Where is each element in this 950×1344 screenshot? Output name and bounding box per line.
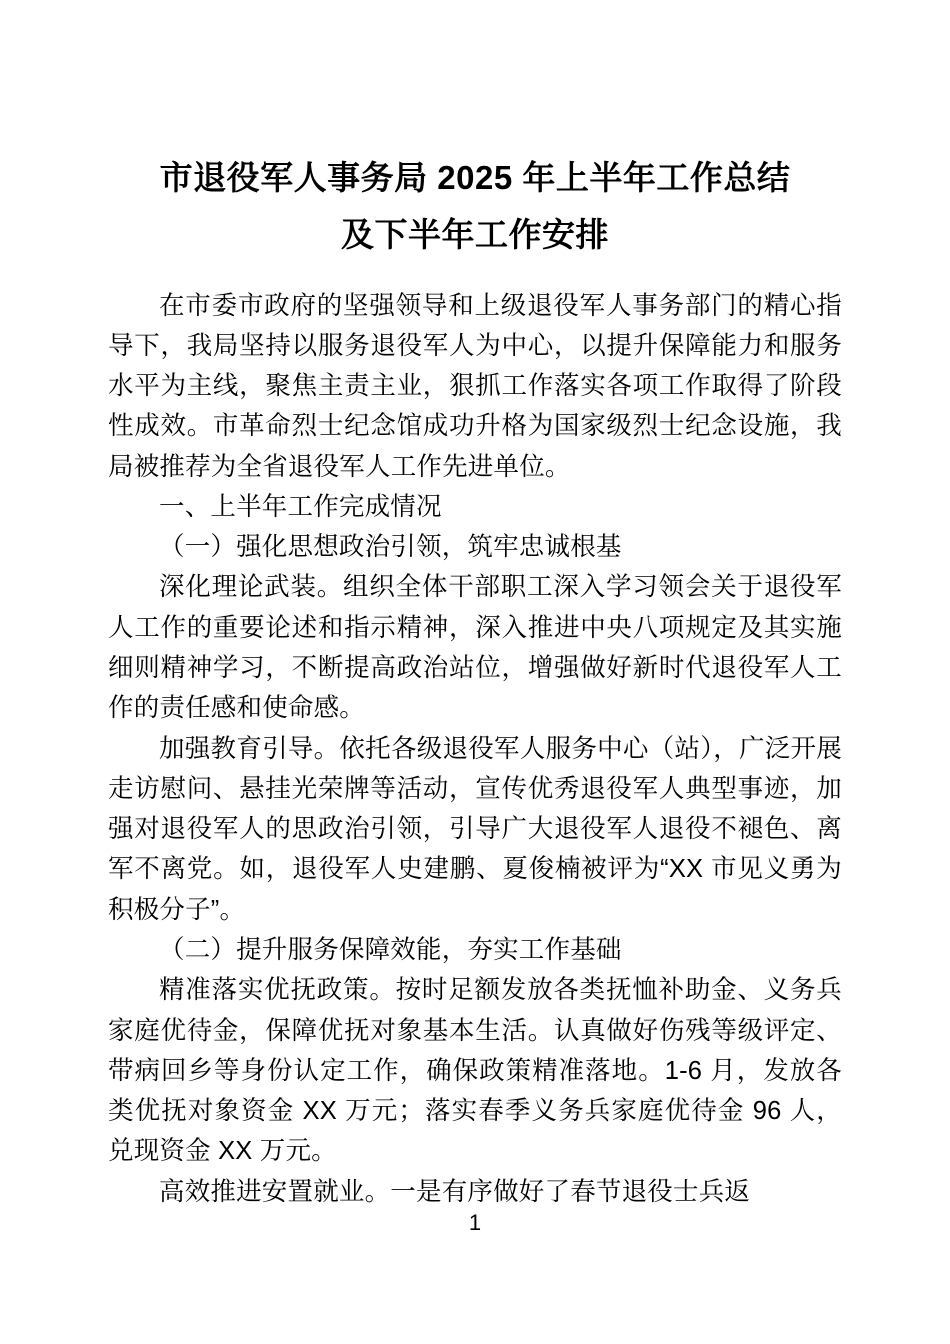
- page-title-line-2: 及下半年工作安排: [341, 215, 609, 253]
- paragraph-8: 高效推进安置就业。一是有序做好了春节退役士兵返: [159, 1177, 751, 1206]
- page-title: [108, 150, 842, 264]
- paragraph-3: （一）强化思想政治引领，筑牢忠诚根基: [159, 533, 622, 562]
- page-title-line-1: 市退役军人事务局 2025 年上半年工作总结: [159, 159, 791, 196]
- paragraph-4: 深化理论武装。组织全体干部职工深入学习领会关于退役军人工作的重要论述和指示精神，深入推进中央八项规定及其实施细则精神学习，不断提高政治站位，增强做好新时代退役军人工作的责任感和使命感。: [108, 573, 842, 723]
- document-body: [108, 286, 842, 1212]
- page-number: 1: [468, 1210, 482, 1235]
- paragraph-2: 一、上半年工作完成情况: [159, 492, 442, 521]
- paragraph-6: （二）提升服务保障效能，夯实工作基础: [159, 936, 622, 964]
- paragraph-7: 精准落实优抚政策。按时足额发放各类抚恤补助金、义务兵家庭优待金，保障优抚对象基本生活。认真做好伤残等级评定、带病回乡等身份认定工作，确保政策精准落地。1-6 月，发放各类优抚对象资金 XX 万元；落实春季义务兵家庭优待金 96 人，兑现资金 XX 万元。: [108, 976, 842, 1166]
- paragraph-1: 在市委市政府的坚强领导和上级退役军人事务部门的精心指导下，我局坚持以服务退役军人为中心，以提升保障能力和服务水平为主线，聚焦主责主业，狠抓工作落实各项工作取得了阶段性成效。市革命烈士纪念馆成功升格为国家级烈士纪念设施，我局被推荐为全省退役军人工作先进单位。: [108, 291, 842, 481]
- paragraph-5: 加强教育引导。依托各级退役军人服务中心（站），广泛开展走访慰问、悬挂光荣牌等活动，宣传优秀退役军人典型事迹，加强对退役军人的思政治引领，引导广大退役军人退役不褪色、离军不离党。如，退役军人史建鹏、夏俊楠被评为“XX 市见义勇为积极分子”。: [108, 734, 842, 924]
